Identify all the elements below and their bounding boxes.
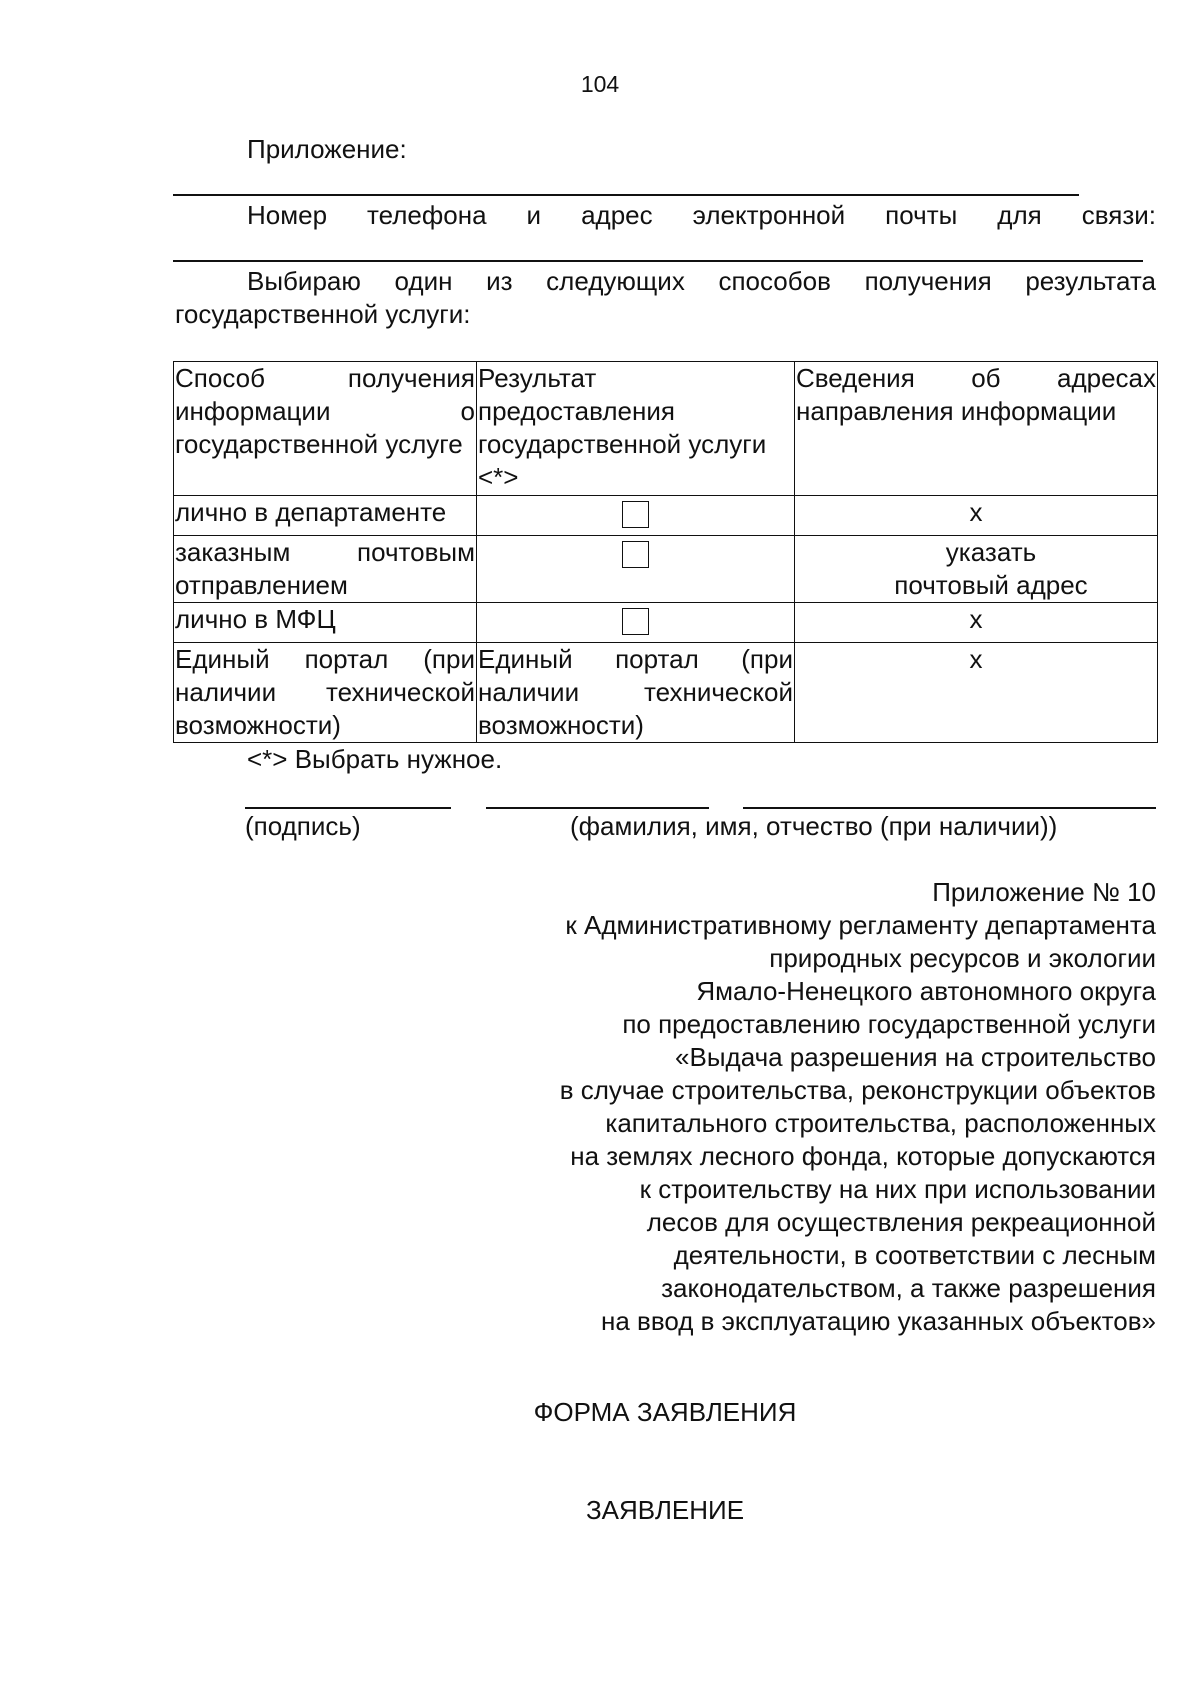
appendix-block [430,876,1156,1338]
result-cell [477,536,795,603]
method-cell: Единый портал (при наличии технической возможности) [174,643,477,743]
table-row [174,496,1158,536]
result-checkbox[interactable] [622,501,649,528]
address-cell: х [795,603,1158,643]
appendix-line: капитального строительства, расположенных [605,1108,1156,1138]
appendix-line: «Выдача разрешения на строительство [675,1042,1156,1072]
method-cell: лично в департаменте [174,496,477,536]
appendix-line: деятельности, в соответствии с лесным [673,1240,1156,1270]
table-row [174,603,1158,643]
appendix-line: Ямало-Ненецкого автономного округа [696,976,1156,1006]
address-cell: х [795,496,1158,536]
appendix-line: лесов для осуществления рекреационной [646,1207,1156,1237]
header-method: Способ получения информации о государственной услуге [174,362,477,496]
appendix-line: законодательством, а также разрешения [661,1273,1156,1303]
appendix-line: природных ресурсов и экологии [769,943,1156,973]
result-cell [477,496,795,536]
header-address: Сведения об адресах направления информации [795,362,1158,496]
attachment-fill-line [173,194,1079,196]
table-header-row [174,362,1158,496]
method-cell: лично в МФЦ [174,603,477,643]
header-result: Результат предоставления государственной услуги <*> [477,362,795,496]
statement-heading: ЗАЯВЛЕНИЕ [585,1495,745,1525]
table-row [174,643,1158,743]
appendix-line: на землях лесного фонда, которые допускаются [570,1141,1156,1171]
appendix-line: на ввод в эксплуатацию указанных объектов» [600,1306,1156,1336]
signature-label: (подпись) [245,811,361,841]
fullname-label: (фамилия, имя, отчество (при наличии)) [570,811,1058,841]
choose-text: Выбираю один из следующих способов получения результата государственной услуги: [175,266,1156,329]
method-cell: заказным почтовым отправлением [174,536,477,603]
result-checkbox[interactable] [622,608,649,635]
appendix-line: Приложение № 10 [932,877,1156,907]
attachment-label: Приложение: [247,134,407,164]
table-row [174,536,1158,603]
address-cell: указать почтовый адрес [795,536,1158,603]
appendix-line: к строительству на них при использовании [639,1174,1156,1204]
appendix-line: к Административному регламенту департамента [565,910,1156,940]
delivery-methods-table [173,361,1158,743]
form-heading: ФОРМА ЗАЯВЛЕНИЯ [533,1397,797,1427]
signature-line [245,807,451,809]
page-number: 104 [580,71,620,97]
result-cell [477,603,795,643]
name-line [743,807,1156,809]
surname-line [486,807,709,809]
appendix-line: в случае строительства, реконструкции объектов [559,1075,1156,1105]
address-cell: х [795,643,1158,743]
footnote: <*> Выбрать нужное. [247,744,503,774]
contact-line: Номер телефона и адрес электронной почты для связи: [247,200,1156,230]
appendix-line: по предоставлению государственной услуги [622,1009,1156,1039]
result-cell: Единый портал (при наличии технической возможности) [477,643,795,743]
contact-fill-line [173,260,1143,262]
result-checkbox[interactable] [622,541,649,568]
